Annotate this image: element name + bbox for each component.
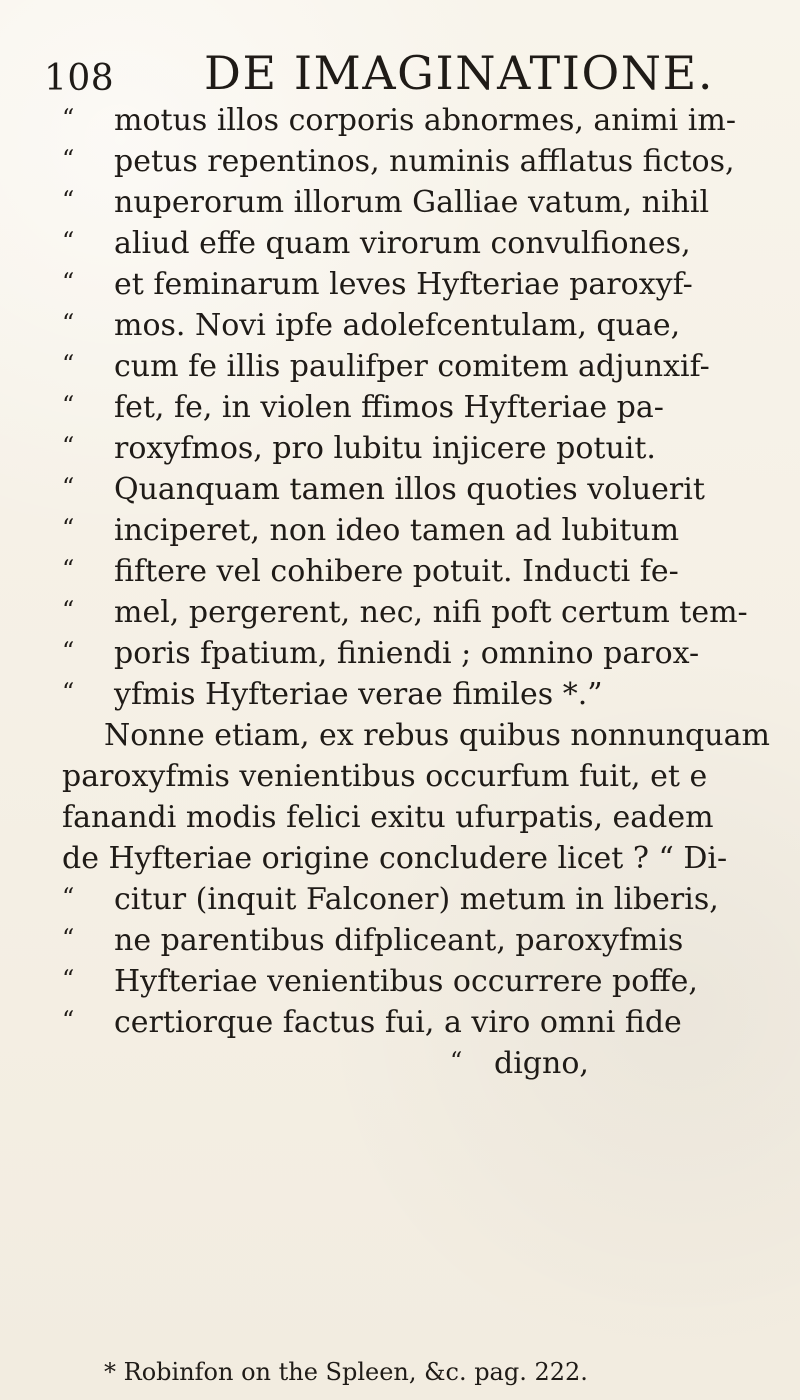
text-line <box>62 100 736 141</box>
quote-mark: “ <box>62 309 75 337</box>
line-text: fet, fe, in violen ffimos Hyfteriae pa- <box>114 390 664 425</box>
line-text: et feminarum leves Hyfteriae paroxyf- <box>114 267 693 302</box>
quote-mark: “ <box>62 186 75 214</box>
quote-mark: “ <box>62 350 75 378</box>
line-text: fanandi modis felici exitu ufurpatis, eadem <box>62 800 714 835</box>
line-text: Hyfteriae venientibus occurrere poffe, <box>114 964 698 999</box>
text-line <box>62 879 732 920</box>
page-number: 108 <box>44 58 115 99</box>
text-line <box>62 551 732 592</box>
line-text: roxyfmos, pro lubitu injicere potuit. <box>114 431 656 466</box>
footnote: * Robinfon on the Spleen, &c. pag. 222. <box>104 1358 588 1386</box>
line-text: Quanquam tamen illos quoties voluerit <box>114 472 705 507</box>
text-line <box>62 715 770 756</box>
quote-mark: “ <box>62 145 75 173</box>
line-text: inciperet, non ideo tamen ad lubitum <box>114 513 680 548</box>
text-line <box>62 141 735 182</box>
line-text: yfmis Hyfteriae verae fimiles *.” <box>114 677 603 712</box>
line-text: aliud effe quam virorum convulfiones, <box>114 226 691 261</box>
line-text: mel, pergerent, nec, nifi poft certum tem- <box>114 595 748 630</box>
line-text: Nonne etiam, ex rebus quibus nonnunquam <box>104 718 770 753</box>
text-line <box>62 346 732 387</box>
quote-mark: “ <box>450 1047 463 1075</box>
text-line <box>62 1043 732 1084</box>
line-text: fiftere vel cohibere potuit. Inducti fe- <box>114 554 679 589</box>
text-line <box>62 469 732 510</box>
quote-mark: “ <box>62 1006 75 1034</box>
line-text: cum fe illis paulifper comitem adjunxif- <box>114 349 710 384</box>
text-line <box>62 182 732 223</box>
line-text: motus illos corporis abnormes, animi im- <box>114 103 736 138</box>
line-text: nuperorum illorum Galliae vatum, nihil <box>114 185 710 220</box>
quote-mark: “ <box>62 883 75 911</box>
line-text: citur (inquit Falconer) metum in liberis, <box>114 882 719 917</box>
quote-mark: “ <box>62 514 75 542</box>
main-text <box>62 100 770 1084</box>
text-line <box>62 838 732 879</box>
quote-mark: “ <box>62 555 75 583</box>
quote-mark: “ <box>62 965 75 993</box>
line-text: petus repentinos, numinis afflatus fictos, <box>114 144 735 179</box>
text-line <box>62 428 732 469</box>
text-line <box>62 920 732 961</box>
text-line <box>62 592 748 633</box>
quote-mark: “ <box>62 924 75 952</box>
text-line <box>62 674 732 715</box>
quote-mark: “ <box>62 268 75 296</box>
line-text: poris fpatium, finiendi ; omnino parox- <box>114 636 700 671</box>
text-line <box>62 797 732 838</box>
quote-mark: “ <box>62 637 75 665</box>
text-line <box>62 961 732 1002</box>
page-header <box>44 46 734 102</box>
text-line <box>62 223 732 264</box>
text-line <box>62 633 732 674</box>
line-text: mos. Novi ipfe adolefcentulam, quae, <box>114 308 681 343</box>
quote-mark: “ <box>62 432 75 460</box>
line-text: paroxyfmis venientibus occurfum fuit, et e <box>62 759 708 794</box>
quote-mark: “ <box>62 227 75 255</box>
quote-mark: “ <box>62 104 75 132</box>
text-line <box>62 756 732 797</box>
line-text: de Hyfteriae origine concludere licet ? “ Di- <box>62 841 728 876</box>
quote-mark: “ <box>62 391 75 419</box>
line-text: ne parentibus difpliceant, paroxyfmis <box>114 923 684 958</box>
quote-mark: “ <box>62 473 75 501</box>
text-line <box>62 1002 732 1043</box>
line-text: certiorque factus fui, a viro omni fide <box>114 1005 682 1040</box>
line-text: digno, <box>494 1046 589 1081</box>
text-line <box>62 387 732 428</box>
text-line <box>62 264 732 305</box>
quote-mark: “ <box>62 596 75 624</box>
text-line <box>62 510 732 551</box>
quote-mark: “ <box>62 678 75 706</box>
running-head: DE IMAGINATIONE. <box>204 46 715 100</box>
text-line <box>62 305 732 346</box>
